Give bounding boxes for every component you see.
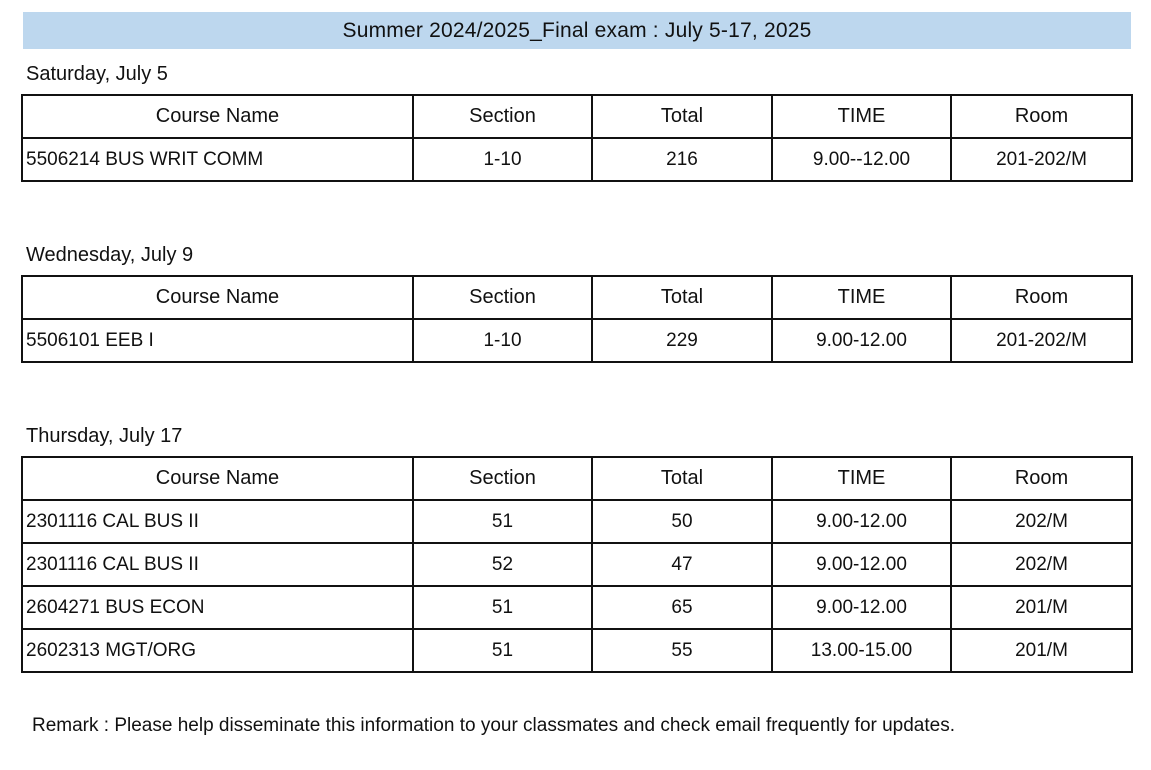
column-header-section: Section: [413, 95, 592, 138]
total-cell: 50: [592, 500, 772, 543]
table-row: [22, 629, 1132, 672]
room-cell: 201-202/M: [951, 319, 1132, 362]
column-header-room: Room: [951, 276, 1132, 319]
course-name-cell: 5506101 EEB I: [22, 319, 413, 362]
course-name-cell: 2602313 MGT/ORG: [22, 629, 413, 672]
exam-table-wednesday: [21, 275, 1133, 363]
column-header-total: Total: [592, 95, 772, 138]
section-cell: 52: [413, 543, 592, 586]
table-row: [22, 500, 1132, 543]
time-cell: 9.00--12.00: [772, 138, 951, 181]
course-name-cell: 2301116 CAL BUS II: [22, 543, 413, 586]
column-header-course: Course Name: [22, 457, 413, 500]
room-cell: 201/M: [951, 586, 1132, 629]
section-cell: 1-10: [413, 138, 592, 181]
column-header-course: Course Name: [22, 276, 413, 319]
table-row: [22, 543, 1132, 586]
room-cell: 201/M: [951, 629, 1132, 672]
total-cell: 65: [592, 586, 772, 629]
remark-note: Remark : Please help disseminate this information to your classmates and check email frequently for updates.: [32, 715, 956, 736]
total-cell: 47: [592, 543, 772, 586]
table-row: [22, 319, 1132, 362]
table-row: [22, 138, 1132, 181]
column-header-time: TIME: [772, 276, 951, 319]
column-header-total: Total: [592, 276, 772, 319]
total-cell: 229: [592, 319, 772, 362]
day-heading-saturday: Saturday, July 5: [26, 63, 168, 85]
column-header-section: Section: [413, 276, 592, 319]
column-header-room: Room: [951, 95, 1132, 138]
time-cell: 9.00-12.00: [772, 500, 951, 543]
section-cell: 1-10: [413, 319, 592, 362]
course-name-cell: 5506214 BUS WRIT COMM: [22, 138, 413, 181]
time-cell: 9.00-12.00: [772, 586, 951, 629]
table-header-row: [22, 276, 1132, 319]
table-header-row: [22, 95, 1132, 138]
exam-table-saturday: [21, 94, 1133, 182]
room-cell: 201-202/M: [951, 138, 1132, 181]
column-header-time: TIME: [772, 457, 951, 500]
time-cell: 13.00-15.00: [772, 629, 951, 672]
column-header-time: TIME: [772, 95, 951, 138]
page-title: Summer 2024/2025_Final exam : July 5-17, 2025: [23, 12, 1131, 49]
column-header-room: Room: [951, 457, 1132, 500]
room-cell: 202/M: [951, 500, 1132, 543]
total-cell: 216: [592, 138, 772, 181]
section-cell: 51: [413, 629, 592, 672]
course-name-cell: 2604271 BUS ECON: [22, 586, 413, 629]
day-heading-wednesday: Wednesday, July 9: [26, 244, 194, 266]
section-cell: 51: [413, 586, 592, 629]
column-header-section: Section: [413, 457, 592, 500]
exam-table-thursday: [21, 456, 1133, 673]
time-cell: 9.00-12.00: [772, 543, 951, 586]
column-header-course: Course Name: [22, 95, 413, 138]
table-row: [22, 586, 1132, 629]
time-cell: 9.00-12.00: [772, 319, 951, 362]
course-name-cell: 2301116 CAL BUS II: [22, 500, 413, 543]
section-cell: 51: [413, 500, 592, 543]
room-cell: 202/M: [951, 543, 1132, 586]
table-header-row: [22, 457, 1132, 500]
day-heading-thursday: Thursday, July 17: [26, 425, 183, 447]
total-cell: 55: [592, 629, 772, 672]
column-header-total: Total: [592, 457, 772, 500]
